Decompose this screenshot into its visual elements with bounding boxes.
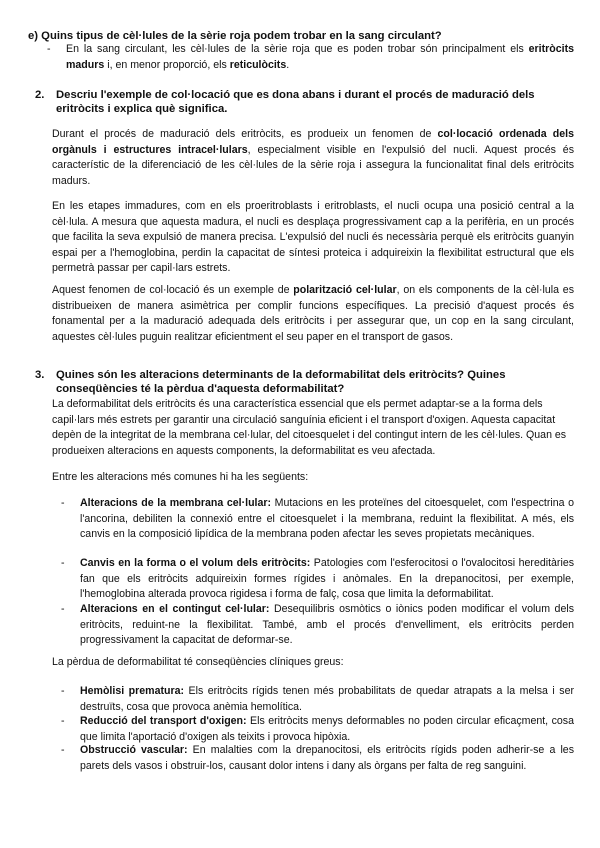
bullet-dash: - xyxy=(61,744,65,756)
bullet-dash: - xyxy=(61,603,65,615)
alteration-item: Alteracions en el contingut cel·lular: Desequilibris osmòtics o iònics poden modificar el volum dels eritròcits, reduint-ne la flexibilitat. També, amb el procés d'envelliment, els eritròcits perden progressivament la capacitat de deformar-se. xyxy=(80,603,574,647)
consequence-item: Hemòlisi prematura: Els eritròcits rígids tenen més probabilitats de quedar atrapats a la melsa i ser destruïts, cosa que provoca anèmia hemolítica. xyxy=(80,685,575,713)
bullet-dash: - xyxy=(47,43,51,55)
term-collocacio-ordenada: col·locació ordenada dels orgànuls i estructures intracel·lulars xyxy=(52,128,574,156)
question-2-heading: Descriu l'exemple de col·locació que es dona abans i durant el procés de maduració dels eritròcits i explica què significa. xyxy=(56,89,535,116)
bullet-dash: - xyxy=(61,557,65,569)
consequence-item: Obstrucció vascular: En malalties com la drepanocitosi, els eritròcits rígids poden adherir-se a les parets dels vasos i obstruir-los, causant dolor intens i dany als òrgans per falta de reg sanguini. xyxy=(80,744,574,772)
alteration-item: Alteracions de la membrana cel·lular: Mutacions en les proteïnes del citoesquelet, com l'espectrina o l'ancorina, debiliten la connexió entre el citoesquelet i la membrana, reduint la flexibilitat. A més, els canvis en la composició lipídica de la membrana poden afectar les seves propietats mecàniques. xyxy=(80,497,574,541)
consequence-item: Reducció del transport d'oxigen: Els eritròcits menys deformables no poden circular eficaçment, cosa que limita l'aportació d'oxigen als teixits i provoca hipòxia. xyxy=(80,715,574,743)
term-reticulocits: reticulòcits xyxy=(229,58,287,71)
term-eritrocits-madurs: eritròcits madurs xyxy=(66,43,574,71)
question-2-number: 2. xyxy=(35,89,45,101)
question-3-intro: La deformabilitat dels eritròcits és una característica essencial que els permet adaptar-se a la forma dels capil·lars més estrets per garantir una circulació sanguínia eficient i el transport d'oxigen. Aquesta capacitat depèn de la integritat de la membrana cel·lular, del citoesquelet i del contingut intern de les cèl·lules. Quan es produeixen alteracions en aquests components, la deformabilitat es veu afectada. xyxy=(52,398,567,457)
bullet-dash: - xyxy=(61,715,65,727)
question-3-heading: Quines són les alteracions determinants de la deformabilitat dels eritròcits? Quines conseqüències té la pèrdua d'aquesta deformabilitat? xyxy=(56,369,506,396)
question-3-number: 3. xyxy=(35,369,45,381)
bullet-dash: - xyxy=(61,497,65,509)
question-2-paragraph-1: Durant el procés de maduració dels eritròcits, es produeix un fenomen de col·locació ordenada dels orgànuls i estructures intracel·lulars, especialment visible en l'expulsió del nucli. Aquest procés és característic de la diferenciació de les cèl·lules de la sèrie roja i assegura la funcionalitat final dels eritròcits madurs. xyxy=(52,128,574,187)
consequences-intro: La pèrdua de deformabilitat té conseqüències clíniques greus: xyxy=(52,656,344,668)
question-2-paragraph-2: En les etapes immadures, com en els proeritroblasts i eritroblasts, el nucli ocupa una posició central a la cèl·lula. A mesura que aquesta madura, el nucli es desplaça progressivament cap a la perifèria, en un procés que facilita la seva expulsió de manera precisa. L'expulsió del nucli és necessària perquè els eritròcits guanyin espai per a l'hemoglobina, perdin la capacitat de síntesi proteica i adquireixin la flexibilitat estructural que els permetrà passar per capil·lars estrets. xyxy=(52,200,574,275)
question-e-heading: e) Quins tipus de cèl·lules de la sèrie roja podem trobar en la sang circulant? xyxy=(28,30,442,42)
bullet-dash: - xyxy=(61,685,65,697)
question-2-paragraph-3: Aquest fenomen de col·locació és un exemple de polarització cel·lular, on els components de la cèl·lula es distribueixen de manera asimètrica per complir funcions específiques. La precisió d'aquest procés és fonamental per a la maduració adequada dels eritròcits i per assegurar que, un cop en la sang circulant, aquestes cèl·lules puguin realitzar eficientment el seu paper en el transport de gasos. xyxy=(52,284,574,343)
alterations-intro: Entre les alteracions més comunes hi ha les següents: xyxy=(52,471,309,483)
alteration-item: Canvis en la forma o el volum dels eritròcits: Patologies com l'esferocitosi o l'ovalocitosi hereditàries fan que els eritròcits adquireixin formes rígides i anòmales. En la drepanocitosi, per exemple, l'hemoglobina alterada provoca rigidesa i forma de falç, cosa que limita la deformabilitat. xyxy=(80,557,575,601)
term-polaritzacio-cellular: polarització cel·lular xyxy=(293,284,397,296)
question-e-answer: En la sang circulant, les cèl·lules de la sèrie roja que es poden trobar són principalment els eritròcits madurs i, en menor proporció, els reticulòcits. xyxy=(66,43,574,71)
